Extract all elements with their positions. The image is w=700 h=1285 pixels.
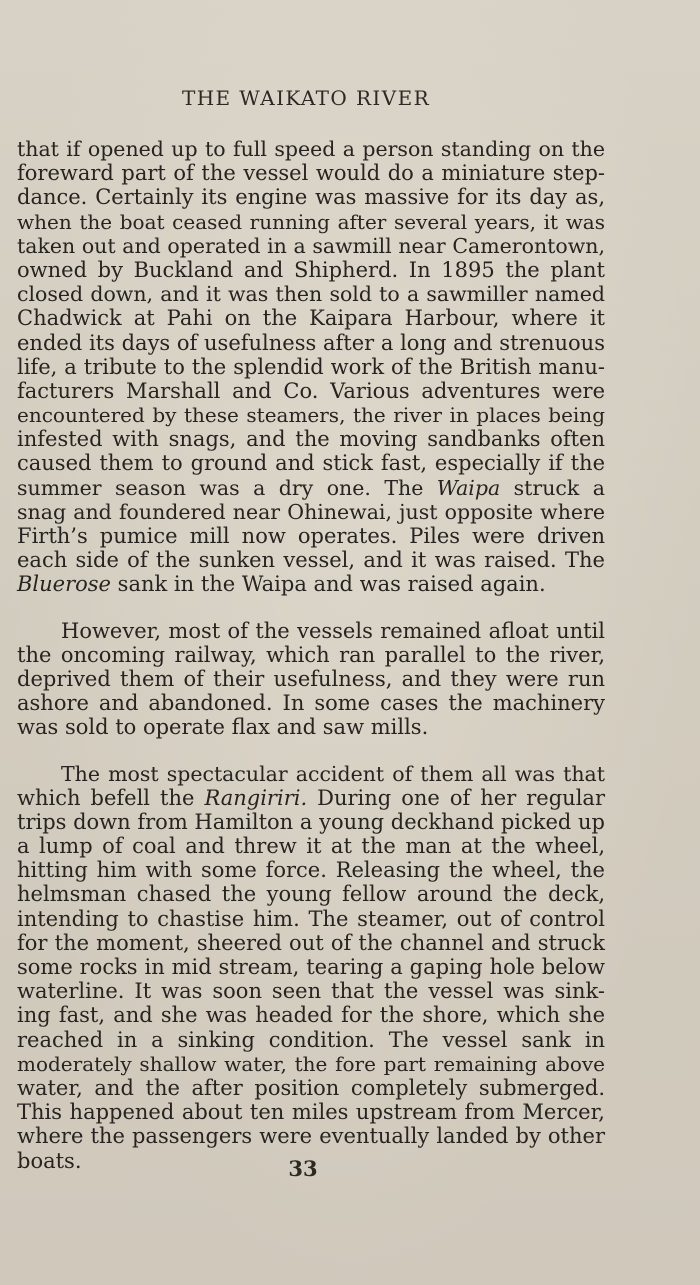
- ship-name-italic: Rangiriri.: [204, 785, 308, 810]
- paragraph-2: [17, 619, 605, 740]
- text-line: was sold to operate flax and saw mills.: [17, 715, 429, 740]
- text-line: life, a tribute to the splendid work of the British manu-: [17, 354, 605, 379]
- running-title: THE WAIKATO RIVER: [181, 86, 431, 110]
- text-line: reached in a sinking condition. The vessel sank in: [17, 1027, 605, 1052]
- text-line: hitting him with some force. Releasing the wheel, the: [17, 858, 605, 883]
- ship-name-italic: Bluerose: [17, 572, 111, 597]
- text-line: infested with snags, and the moving sandbanks often: [17, 427, 605, 452]
- text-line: trips down from Hamilton a young deckhand picked up: [17, 809, 605, 834]
- text-line: deprived them of their usefulness, and they were run: [17, 666, 605, 691]
- text-line: taken out and operated in a sawmill near Camerontown,: [17, 233, 605, 258]
- text-line: waterline. It was soon seen that the vessel was sink-: [17, 979, 605, 1004]
- text-line: boats.: [17, 1148, 82, 1173]
- text-line: dance. Certainly its engine was massive for its day as,: [17, 185, 605, 210]
- text-run: struck a: [500, 475, 605, 500]
- text-line: foreward part of the vessel would do a miniature step-: [17, 161, 605, 186]
- text-line: water, and the after position completely submerged.: [17, 1075, 605, 1100]
- text-line: each side of the sunken vessel, and it was raised. The: [17, 548, 605, 573]
- text-run: which befell the: [17, 785, 205, 810]
- text-line: [17, 786, 605, 810]
- text-line: when the boat ceased running after several years, it was: [17, 209, 605, 234]
- text-run: sank in the Waipa and was raised again.: [111, 572, 546, 597]
- text-line: However, most of the vessels remained afloat until: [61, 618, 605, 643]
- paragraph-3: [17, 762, 605, 1173]
- text-line: caused them to ground and stick fast, especially if the: [17, 451, 605, 476]
- text-line: a lump of coal and threw it at the man at the wheel,: [17, 834, 605, 859]
- text-line: that if opened up to full speed a person standing on the: [17, 137, 605, 161]
- paragraph-1: [17, 137, 605, 597]
- body-text: [17, 137, 605, 1173]
- text-line: intending to chastise him. The steamer, out of control: [17, 906, 605, 931]
- text-line: where the passengers were eventually landed by other: [17, 1124, 605, 1149]
- text-line: ashore and abandoned. In some cases the machinery: [17, 691, 605, 716]
- text-line: owned by Buckland and Shipherd. In 1895 the plant: [17, 257, 605, 282]
- paragraph-gap: [17, 740, 605, 762]
- text-run: summer season was a dry one. The: [17, 475, 437, 500]
- page-number: 33: [288, 1156, 318, 1181]
- paragraph-gap: [17, 597, 605, 619]
- text-run: During one of her regular: [307, 785, 605, 810]
- ship-name-italic: Waipa: [436, 475, 501, 500]
- text-line: the oncoming railway, which ran parallel to the river,: [17, 642, 605, 667]
- text-line: helmsman chased the young fellow around the deck,: [17, 882, 605, 907]
- text-line: Firth’s pumice mill now operates. Piles were driven: [17, 524, 605, 548]
- text-line: encountered by these steamers, the river in places being: [17, 403, 605, 428]
- text-line: some rocks in mid stream, tearing a gaping hole below: [17, 955, 605, 979]
- text-line: snag and foundered near Ohinewai, just opposite where: [17, 499, 605, 524]
- text-line: Chadwick at Pahi on the Kaipara Harbour, where it: [17, 306, 605, 331]
- text-line: The most spectacular accident of them all was that: [61, 761, 605, 786]
- text-line: moderately shallow water, the fore part remaining above: [17, 1051, 605, 1076]
- text-line: [17, 572, 605, 596]
- text-line: ing fast, and she was headed for the shore, which she: [17, 1003, 605, 1028]
- text-line: closed down, and it was then sold to a sawmiller named: [17, 282, 605, 307]
- text-line: ended its days of usefulness after a long and strenuous: [17, 330, 605, 355]
- text-line: [17, 476, 605, 500]
- text-line: for the moment, sheered out of the channel and struck: [17, 930, 605, 955]
- text-line: facturers Marshall and Co. Various adventures were: [17, 378, 605, 403]
- text-line: This happened about ten miles upstream from Mercer,: [17, 1100, 605, 1125]
